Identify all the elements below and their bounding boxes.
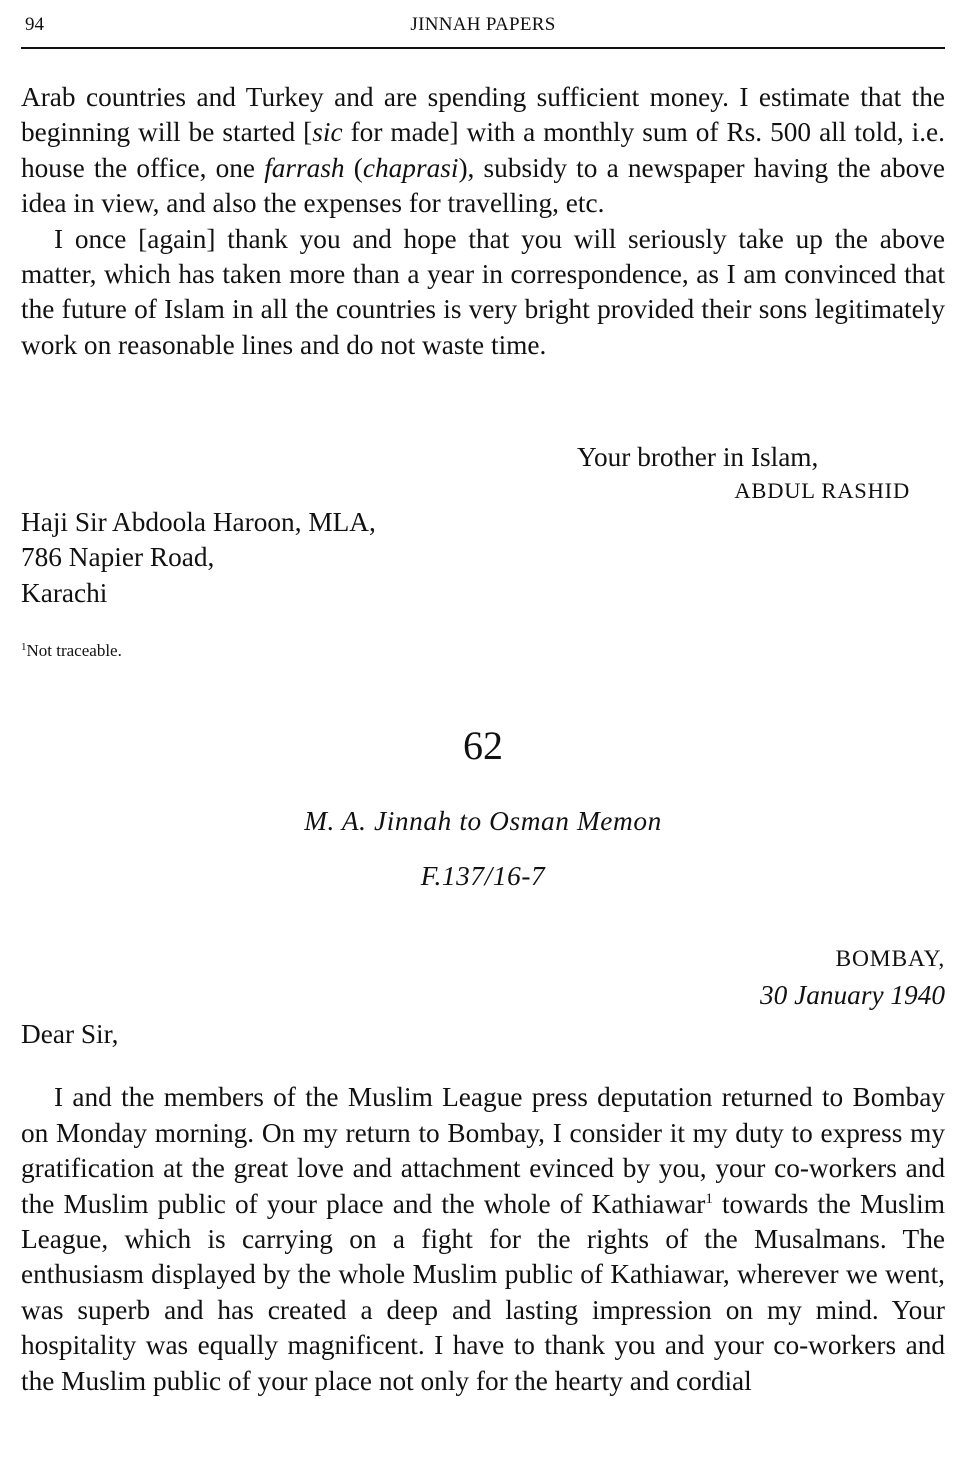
para1-text-1: Arab countries and Turkey and are spending sufficient money. I estimate that the beginning will be started [ bbox=[21, 82, 945, 148]
para1-text-3: ( bbox=[344, 152, 363, 183]
chaprasi-term: chaprasi bbox=[362, 152, 459, 183]
file-reference: F.137/16-7 bbox=[420, 861, 546, 891]
signature: ABDUL RASHID bbox=[734, 478, 910, 503]
footnote-text: Not traceable. bbox=[26, 641, 122, 660]
body-footnote-marker: 1 bbox=[705, 1190, 713, 1207]
running-title: JINNAH PAPERS bbox=[410, 14, 556, 35]
closing-line: Your brother in Islam, bbox=[577, 442, 819, 472]
body-text-1: I and the members of the Muslim League press deputation returned to Bombay on Monday morning. On my return to Bombay, I consider it my duty to express my gratification at the great love and attachment evinced by you, your co-workers and the Muslim public of your place and the whole of Kathiawar bbox=[21, 1082, 945, 1219]
letter-place: BOMBAY, bbox=[835, 946, 945, 972]
addressee-line-1: Haji Sir Abdoola Haroon, MLA, bbox=[21, 507, 376, 537]
letter-continuation bbox=[21, 80, 945, 363]
addressee-line-3: Karachi bbox=[21, 577, 108, 608]
page-number: 94 bbox=[25, 14, 44, 35]
body-text-2: towards the Muslim League, which is carrying on a fight for the rights of the Musalmans. The enthusiasm displayed by the whole Muslim public of Kathiawar, wherever we went, was superb and has created a deep and lasting impression on my mind. Your hospitality was equally magnificent. I have to thank you and your co-workers and the Muslim public of your place not only for the hearty and cordial bbox=[21, 1188, 945, 1396]
header-rule bbox=[21, 47, 945, 49]
addressee-block bbox=[21, 505, 376, 611]
running-head bbox=[21, 14, 945, 40]
footnote bbox=[21, 641, 122, 661]
letter-body bbox=[21, 1053, 945, 1426]
sic-term: sic bbox=[312, 117, 343, 148]
paragraph-1 bbox=[21, 80, 945, 222]
document-number: 62 bbox=[463, 723, 503, 768]
document-heading: M. A. Jinnah to Osman Memon bbox=[304, 806, 662, 836]
farrash-term: farrash bbox=[264, 152, 345, 183]
letter-body-paragraph bbox=[21, 1080, 945, 1399]
addressee-line-2: 786 Napier Road, bbox=[21, 542, 215, 573]
letter-date: 30 January 1940 bbox=[760, 980, 945, 1010]
para1-text-4: ), subsidy to a newspaper having the above idea in view, and also the expenses for travelling, etc. bbox=[21, 152, 945, 219]
footnote-marker: 1 bbox=[21, 641, 27, 653]
para1-text-2: for made] with a monthly sum of Rs. 500 all told, i.e. house the office, one bbox=[21, 117, 945, 183]
salutation: Dear Sir, bbox=[21, 1019, 119, 1049]
paragraph-2: I once [again] thank you and hope that you will seriously take up the above matter, which has taken more than a year in correspondence, as I am convinced that the future of Islam in all the countries is very bright provided their sons legitimately work on reasonable lines and do not waste time. bbox=[21, 223, 945, 360]
